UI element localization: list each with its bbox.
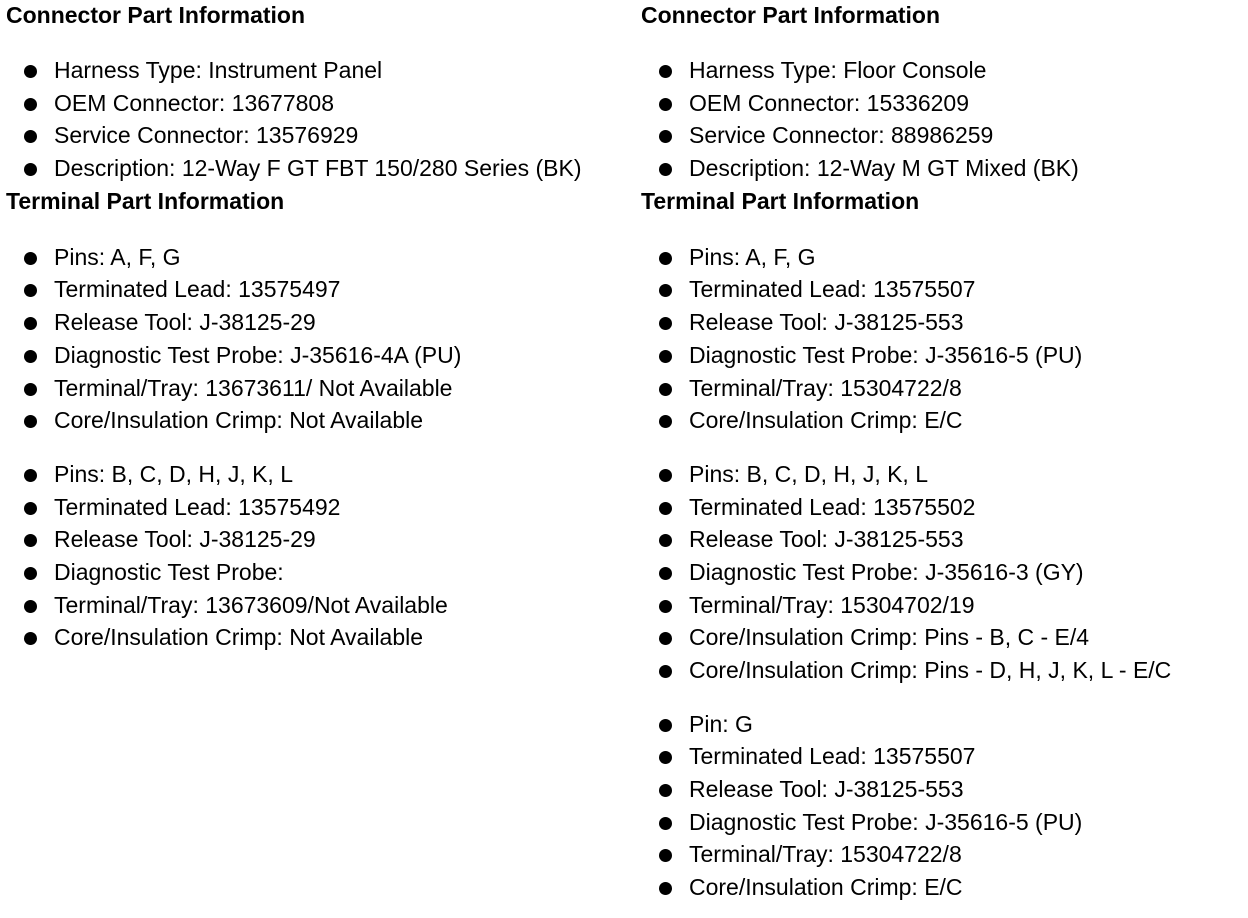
right-column — [641, 0, 1241, 904]
list-item: Core/Insulation Crimp: E/C — [641, 871, 1241, 904]
list-item: Release Tool: J-38125-553 — [641, 523, 1241, 556]
list-item: Terminated Lead: 13575507 — [641, 273, 1241, 306]
list-item: Terminal/Tray: 13673609/Not Available — [6, 589, 636, 622]
list-item: Terminated Lead: 13575497 — [6, 273, 636, 306]
list-item: Release Tool: J-38125-553 — [641, 773, 1241, 806]
list-item: Core/Insulation Crimp: Pins - B, C - E/4 — [641, 621, 1241, 654]
terminal-group-list — [6, 458, 636, 654]
list-item: OEM Connector: 13677808 — [6, 87, 636, 120]
list-item: Service Connector: 13576929 — [6, 119, 636, 152]
terminal-heading: Terminal Part Information — [6, 187, 285, 214]
list-item: Diagnostic Test Probe: J-35616-3 (GY) — [641, 556, 1241, 589]
list-item: Harness Type: Instrument Panel — [6, 54, 636, 87]
terminal-group-list — [641, 458, 1241, 687]
list-item: Core/Insulation Crimp: E/C — [641, 404, 1241, 437]
list-item: Terminated Lead: 13575492 — [6, 491, 636, 524]
list-item: Diagnostic Test Probe: J-35616-5 (PU) — [641, 339, 1241, 372]
list-item: OEM Connector: 15336209 — [641, 87, 1241, 120]
connector-info-list — [641, 54, 1241, 185]
connector-heading: Connector Part Information — [6, 2, 306, 28]
list-item: Description: 12-Way F GT FBT 150/280 Series (BK) — [6, 152, 636, 185]
terminal-group-list — [641, 241, 1241, 437]
connector-info-list — [6, 54, 636, 185]
list-item: Terminated Lead: 13575502 — [641, 491, 1241, 524]
list-item: Terminal/Tray: 15304722/8 — [641, 372, 1241, 405]
list-item: Service Connector: 88986259 — [641, 119, 1241, 152]
list-item: Release Tool: J-38125-553 — [641, 306, 1241, 339]
list-item: Pins: B, C, D, H, J, K, L — [6, 458, 636, 491]
list-item: Pins: A, F, G — [6, 241, 636, 274]
list-item: Pins: A, F, G — [641, 241, 1241, 274]
list-item: Harness Type: Floor Console — [641, 54, 1241, 87]
list-item: Core/Insulation Crimp: Not Available — [6, 621, 636, 654]
terminal-group-list — [6, 241, 636, 437]
list-item: Terminal/Tray: 13673611/ Not Available — [6, 372, 636, 405]
terminal-heading: Terminal Part Information — [641, 187, 920, 214]
terminal-group-list — [641, 708, 1241, 904]
connector-heading: Connector Part Information — [641, 2, 941, 28]
left-column — [6, 0, 636, 654]
list-item: Release Tool: J-38125-29 — [6, 523, 636, 556]
list-item: Terminated Lead: 13575507 — [641, 740, 1241, 773]
list-item: Diagnostic Test Probe: J-35616-5 (PU) — [641, 806, 1241, 839]
list-item: Terminal/Tray: 15304702/19 — [641, 589, 1241, 622]
list-item: Terminal/Tray: 15304722/8 — [641, 838, 1241, 871]
list-item: Pins: B, C, D, H, J, K, L — [641, 458, 1241, 491]
list-item: Core/Insulation Crimp: Not Available — [6, 404, 636, 437]
list-item: Pin: G — [641, 708, 1241, 741]
list-item: Diagnostic Test Probe: — [6, 556, 636, 589]
list-item: Diagnostic Test Probe: J-35616-4A (PU) — [6, 339, 636, 372]
list-item: Core/Insulation Crimp: Pins - D, H, J, K, L - E/C — [641, 654, 1241, 687]
list-item: Release Tool: J-38125-29 — [6, 306, 636, 339]
list-item: Description: 12-Way M GT Mixed (BK) — [641, 152, 1241, 185]
